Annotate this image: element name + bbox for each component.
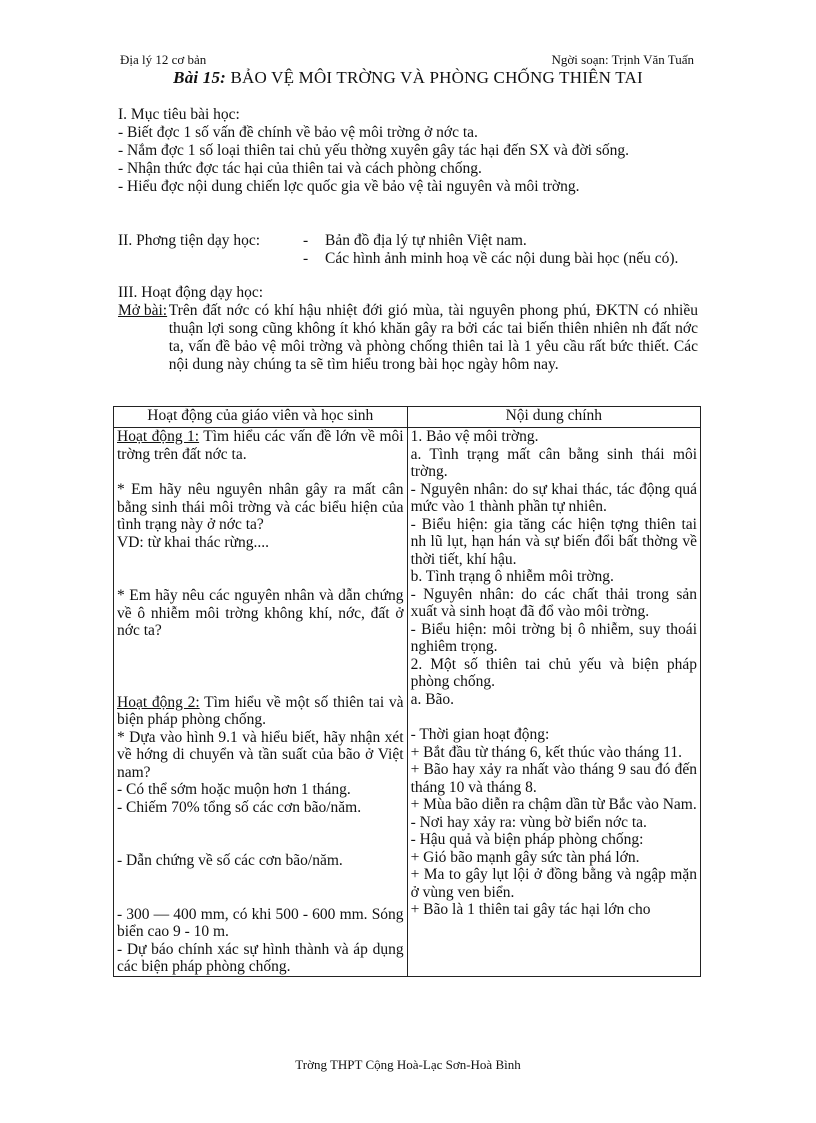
content-line: - Nguyên nhân: do các chất thải trong sản xuất và sinh hoạt đã đổ vào môi trờng.	[410, 585, 697, 620]
activity-2-text: Tìm hiểu về một số thiên tai và biện pháp phòng chống.	[117, 693, 404, 728]
content-line: - Hậu quả và biện pháp phòng chống:	[410, 831, 644, 848]
objective-item: - Nhận thức đợc tác hại của thiên tai và cách phòng chống.	[118, 160, 482, 177]
activities-section	[118, 284, 698, 374]
activity-1-label: Hoạt động 1:	[117, 428, 200, 445]
answer-4: - Dẫn chứng về số các cơn bão/năm.	[117, 852, 343, 869]
objective-item: - Biết đợc 1 số vấn đề chính về bảo vệ môi trờng ở nớc ta.	[118, 124, 478, 141]
page-title	[0, 68, 816, 88]
footer-school: Trờng THPT Cộng Hoà-Lạc Sơn-Hoà Bình	[295, 1057, 521, 1072]
answer-6: - Dự báo chính xác sự hình thành và áp dụng các biện pháp phòng chống.	[117, 940, 404, 975]
header-author: Ngời soạn: Trịnh Văn Tuấn	[551, 52, 694, 67]
objectives-heading: I. Mục tiêu bài học:	[118, 106, 240, 123]
content-line: a. Bão.	[410, 690, 455, 708]
question-1: * Em hãy nêu nguyên nhân gây ra mất cân bằng sinh thái môi trờng và các biểu hiện của tình trạng này ở nớc ta?	[117, 481, 404, 533]
content-line: - Biểu hiện: môi trờng bị ô nhiễm, suy thoái nghiêm trọng.	[410, 620, 697, 655]
content-line: + Ma to gây lụt lội ở đồng bằng và ngập mặn ở vùng ven biển.	[410, 866, 697, 901]
objective-item: - Nắm đợc 1 số loại thiên tai chủ yếu thờng xuyên gây tác hại đến SX và đời sống.	[118, 142, 630, 159]
col1-header: Hoạt động của giáo viên và học sinh	[114, 407, 408, 428]
col2-header: Nội dung chính	[407, 407, 700, 428]
content-line: 1. Bảo vệ môi trờng.	[410, 428, 539, 445]
question-3: * Dựa vào hình 9.1 và hiểu biết, hãy nhận xét về hớng di chuyển và tần suất của bão ở Việt nam?	[117, 728, 404, 781]
materials-section	[118, 232, 698, 268]
answer-3a: - Có thể sớm hoặc muộn hơn 1 tháng.	[117, 781, 351, 798]
objective-item: - Hiểu đợc nội dung chiến lợc quốc gia về bảo vệ tài nguyên và môi trờng.	[118, 178, 580, 195]
main-content-cell	[407, 428, 700, 977]
answer-3b: - Chiếm 70% tổng số các cơn bão/năm.	[117, 798, 362, 816]
answer-5: - 300 — 400 mm, có khi 500 - 600 mm. Sóng biển cao 9 - 10 m.	[117, 905, 404, 940]
content-line: + Bão là 1 thiên tai gây tác hại lớn cho	[410, 901, 651, 918]
teacher-student-cell	[114, 428, 408, 977]
activity-2-label: Hoạt động 2:	[117, 693, 200, 711]
content-line: + Gió bão mạnh gây sức tàn phá lớn.	[410, 848, 640, 866]
material-item: - Các hình ảnh minh hoạ về các nội dung bài học (nếu có).	[303, 250, 679, 267]
activities-heading: III. Hoạt động dạy học:	[118, 284, 264, 301]
content-line: - Thời gian hoạt động:	[410, 726, 550, 743]
lesson-table	[113, 406, 701, 977]
intro-text: Trên đất nớc có khí hậu nhiệt đới gió mùa, tài nguyên phong phú, ĐKTN có nhiều thuận lợi song cũng không ít khó khăn gây ra bởi các tai biến thiên nhiên nh đất nớc ta, vấn đề bảo vệ môi trờng và phòng chống thiên tai là 1 yêu cầu rất bức thiết. Các nội dung này chúng ta sẽ tìm hiểu trong bài học ngày hôm nay.	[168, 302, 698, 373]
content-line: - Nơi hay xảy ra: vùng bờ biển nớc ta.	[410, 813, 647, 831]
content-line: + Mùa bão diễn ra chậm dần từ Bắc vào Nam.	[410, 796, 697, 813]
content-line: 2. Một số thiên tai chủ yếu và biện pháp phòng chống.	[410, 655, 697, 690]
content-line: a. Tình trạng mất cân bằng sinh thái môi trờng.	[410, 445, 697, 480]
content-line: + Bắt đầu từ tháng 6, kết thúc vào tháng 11.	[410, 743, 682, 761]
lesson-title: BẢO VỆ MÔI TRỜNG VÀ PHÒNG CHỐNG THIÊN TAI	[230, 68, 643, 87]
question-2: * Em hãy nêu các nguyên nhân và dẫn chứng về ô nhiễm môi trờng không khí, nớc, đất ở nớc ta?	[117, 587, 404, 639]
activity-1-text: Tìm hiểu các vấn đề lớn về môi trờng trên đất nớc ta.	[117, 428, 404, 463]
materials-heading: II. Phơng tiện dạy học:	[118, 232, 261, 249]
intro-label: Mở bài:	[118, 302, 168, 319]
header-subject: Địa lý 12 cơ bản	[120, 52, 207, 67]
example-1: VD: từ khai thác rừng....	[117, 533, 269, 551]
content-line: - Biểu hiện: gia tăng các hiện tợng thiên tai nh lũ lụt, hạn hán và sự biến đổi bất thờng về thời tiết, khí hậu.	[410, 515, 697, 568]
material-item: - Bản đồ địa lý tự nhiên Việt nam.	[303, 232, 527, 249]
lesson-number: Bài 15:	[173, 68, 227, 87]
content-line: - Nguyên nhân: do sự khai thác, tác động quá mức vào 1 thành phần tự nhiên.	[410, 480, 697, 515]
content-line: + Bão hay xảy ra nhất vào tháng 9 sau đó đến tháng 10 và tháng 8.	[410, 761, 697, 796]
objectives-section	[118, 106, 698, 196]
content-line: b. Tình trạng ô nhiễm môi trờng.	[410, 568, 614, 585]
